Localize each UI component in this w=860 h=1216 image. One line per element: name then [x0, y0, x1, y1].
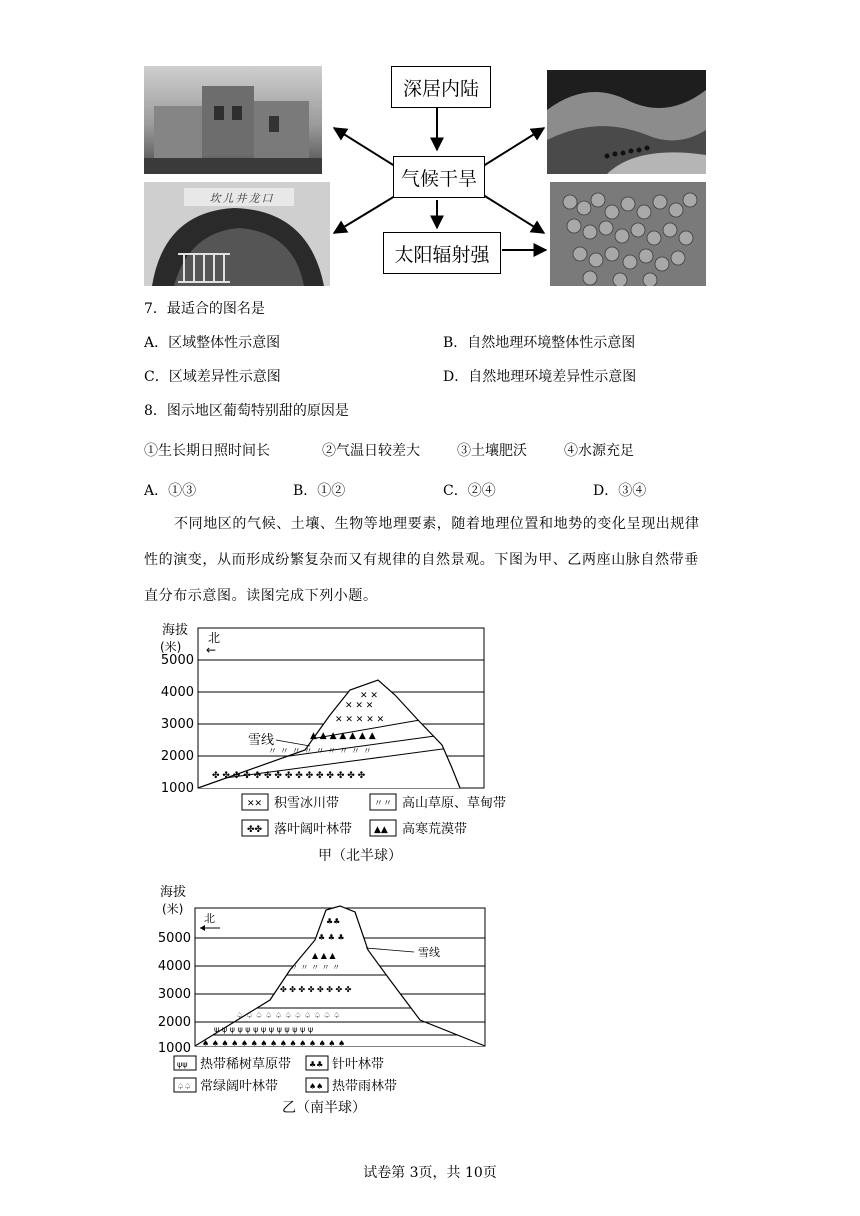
jia-legend-meadow: 高山草原、草甸带	[402, 796, 507, 811]
jia-tick-1000: 1000	[160, 781, 194, 796]
jia-legend-glacier: 积雪冰川带	[274, 796, 340, 811]
q8-statement-3: ③土壤肥沃	[457, 443, 527, 459]
svg-text:〃〃: 〃〃	[374, 799, 393, 809]
jia-north-label: 北	[208, 631, 221, 645]
q8-statement-4: ④水源充足	[564, 443, 634, 459]
svg-text:♣♣: ♣♣	[326, 917, 341, 926]
yi-legend-evergreen: 常绿阔叶林带	[200, 1079, 279, 1094]
yi-snowline-label: 雪线	[418, 946, 440, 959]
q8-option-d[interactable]: D．③④	[593, 483, 647, 499]
q8-option-c[interactable]: C．②④	[443, 483, 496, 499]
jia-ylabel: 海拔	[162, 623, 189, 638]
yi-legend-conifer: 针叶林带	[332, 1057, 385, 1072]
jia-legend	[242, 794, 506, 837]
yi-legend-rainforest: 热带雨林带	[332, 1079, 398, 1094]
svg-text:✕ ✕ ✕: ✕ ✕ ✕	[345, 701, 374, 711]
jia-tick-2000: 2000	[160, 749, 194, 764]
yi-legend	[174, 1056, 397, 1094]
yi-north-label: 北	[204, 912, 215, 925]
page-footer: 试卷第 3页，共 10页	[363, 1165, 497, 1181]
jia-yunit: (米)	[160, 640, 182, 654]
svg-text:〃 〃 〃 〃 〃 〃 〃 〃 〃: 〃 〃 〃 〃 〃 〃 〃 〃 〃	[268, 747, 372, 757]
q7-option-c[interactable]: C．区域差异性示意图	[144, 369, 281, 385]
figure-jia	[150, 620, 530, 870]
jia-snowline-label: 雪线	[248, 733, 275, 748]
yi-tick-5000: 5000	[157, 931, 191, 946]
jia-tick-5000: 5000	[160, 653, 194, 668]
intro-paragraph	[144, 506, 720, 614]
q7-option-b[interactable]: B．自然地理环境整体性示意图	[443, 335, 636, 351]
svg-text:▲ ▲ ▲: ▲ ▲ ▲	[312, 951, 336, 960]
svg-text:ψψ: ψψ	[177, 1060, 188, 1069]
svg-text:♤♤: ♤♤	[177, 1082, 192, 1091]
box-strong-radiation: 太阳辐射强	[383, 232, 501, 274]
yi-legend-savanna: 热带稀树草原带	[200, 1057, 292, 1072]
svg-text:〃 〃 〃 〃 〃: 〃 〃 〃 〃 〃	[290, 963, 341, 972]
yi-tick-2000: 2000	[157, 1015, 191, 1030]
q8-statement-2: ②气温日较差大	[322, 443, 420, 459]
svg-text:✤✤: ✤✤	[247, 825, 263, 835]
box-arid-climate: 气候干旱	[393, 156, 485, 198]
svg-text:♣♣: ♣♣	[309, 1060, 324, 1069]
figure-yi	[150, 880, 510, 1120]
yi-ylabel: 海拔	[160, 885, 187, 900]
jia-tick-4000: 4000	[160, 685, 194, 700]
svg-text:▲ ▲ ▲ ▲ ▲ ▲ ▲: ▲ ▲ ▲ ▲ ▲ ▲ ▲	[310, 731, 376, 741]
jia-legend-desert: 高寒荒漠带	[402, 822, 468, 837]
svg-text:♣ ♣ ♣: ♣ ♣ ♣	[318, 933, 345, 942]
q7-stem: 7．最适合的图名是	[144, 301, 265, 317]
svg-text:✤ ✤ ✤ ✤ ✤ ✤ ✤ ✤: ✤ ✤ ✤ ✤ ✤ ✤ ✤ ✤	[280, 985, 352, 994]
svg-text:✕ ✕: ✕ ✕	[360, 691, 378, 701]
jia-legend-deciduous: 落叶阔叶林带	[274, 822, 353, 837]
svg-text:▲▲: ▲▲	[374, 825, 388, 835]
yi-tick-1000: 1000	[157, 1041, 191, 1056]
jia-north-arrow: ←	[206, 643, 217, 657]
box-deep-inland: 深居内陆	[391, 66, 491, 108]
q8-option-a[interactable]: A．①③	[144, 483, 197, 499]
yi-yunit: (米)	[162, 902, 184, 916]
yi-caption: 乙（南半球）	[282, 1100, 366, 1116]
svg-text:✕ ✕ ✕ ✕ ✕: ✕ ✕ ✕ ✕ ✕	[335, 715, 385, 725]
yi-tick-4000: 4000	[157, 959, 191, 974]
jia-caption: 甲（北半球）	[318, 848, 402, 864]
intro-line-1: 不同地区的气候、土壤、生物等地理要素，随着地理位置和地势的变化呈现出规律	[174, 516, 700, 532]
q8-statement-1: ①生长期日照时间长	[144, 443, 270, 459]
svg-text:✤ ✤ ✤ ✤ ✤ ✤ ✤ ✤ ✤ ✤ ✤ ✤ ✤ ✤ ✤: ✤ ✤ ✤ ✤ ✤ ✤ ✤ ✤ ✤ ✤ ✤ ✤ ✤ ✤ ✤	[212, 771, 366, 781]
jia-tick-3000: 3000	[160, 717, 194, 732]
yi-tick-3000: 3000	[157, 987, 191, 1002]
q8-stem: 8．图示地区葡萄特别甜的原因是	[144, 403, 349, 419]
svg-text:ψ ψ ψ ψ ψ ψ ψ ψ ψ ψ ψ ψ ψ: ψ ψ ψ ψ ψ ψ ψ ψ ψ ψ ψ ψ ψ	[214, 1025, 314, 1034]
intro-line-2: 性的演变，从而形成纷繁复杂而又有规律的自然景观。下图为甲、乙两座山脉自然带垂	[144, 552, 699, 568]
q8-option-b[interactable]: B．①②	[293, 483, 346, 499]
q7-option-a[interactable]: A．区域整体性示意图	[144, 335, 281, 351]
svg-text:♠♠: ♠♠	[309, 1082, 324, 1091]
q7-option-d[interactable]: D．自然地理环境差异性示意图	[443, 369, 637, 385]
intro-line-3: 直分布示意图。读图完成下列小题。	[144, 588, 378, 604]
svg-text:♤ ♤ ♤ ♤ ♤ ♤ ♤ ♤ ♤ ♤ ♤: ♤ ♤ ♤ ♤ ♤ ♤ ♤ ♤ ♤ ♤ ♤	[236, 1011, 341, 1020]
cave-sign-text: 坎儿井龙口	[209, 192, 275, 205]
svg-text:♠ ♠ ♠ ♠ ♠ ♠ ♠ ♠ ♠ ♠ ♠ ♠ ♠ ♠ ♠: ♠ ♠ ♠ ♠ ♠ ♠ ♠ ♠ ♠ ♠ ♠ ♠ ♠ ♠ ♠	[202, 1039, 346, 1048]
svg-text:✕✕: ✕✕	[247, 799, 263, 809]
